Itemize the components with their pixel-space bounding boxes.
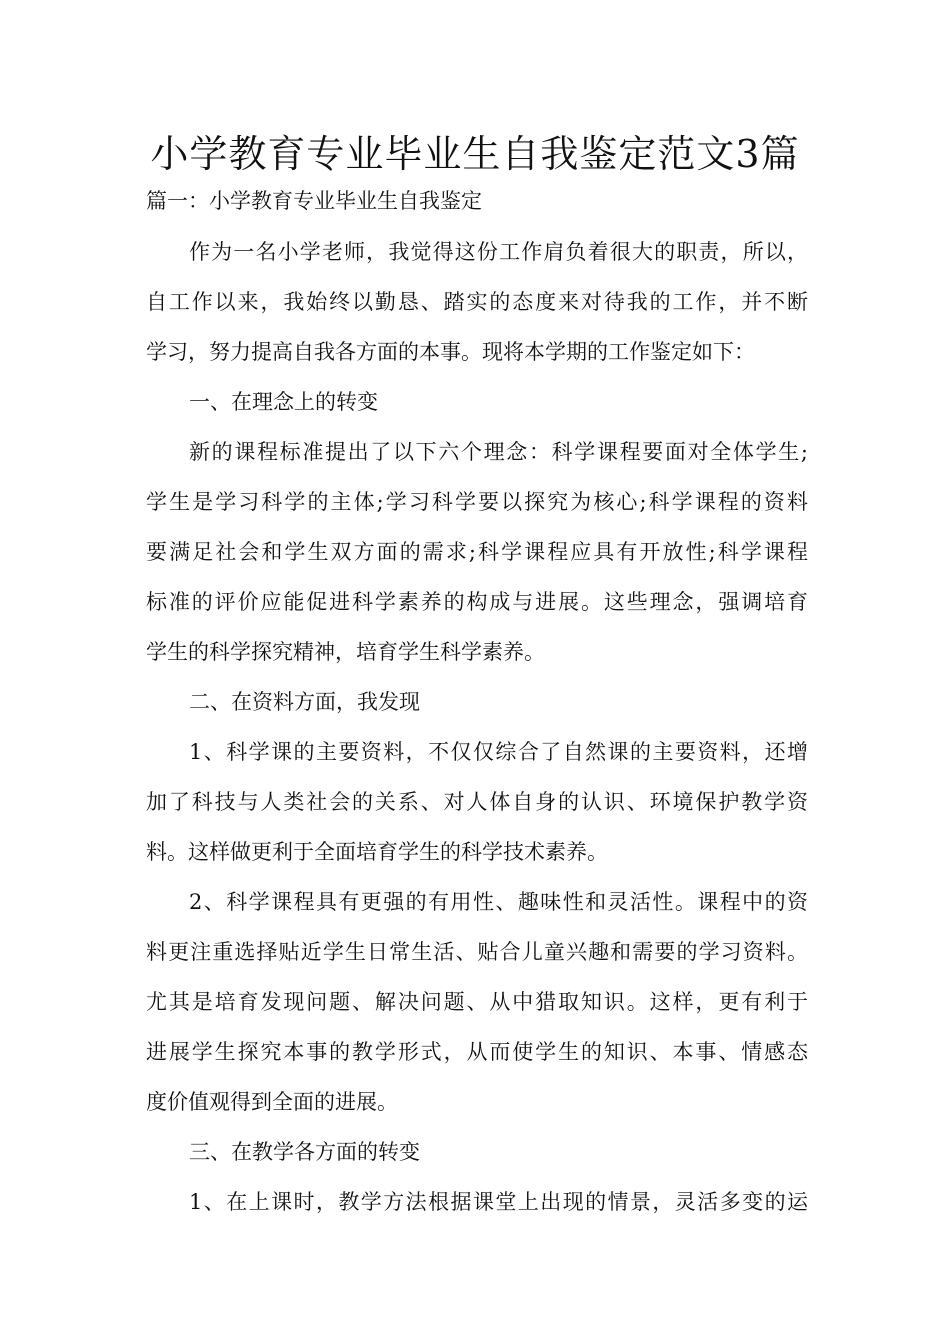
- body-text-line: 1、在上课时，教学方法根据课堂上出现的情景，灵活多变的运: [189, 1190, 808, 1214]
- body-text-line: 要满足社会和学生双方面的需求;科学课程应具有开放性;科学课程: [146, 540, 808, 564]
- body-text-line: 2、科学课程具有更强的有用性、趣味性和灵活性。课程中的资: [189, 890, 808, 914]
- body-text-line: 作为一名小学老师，我觉得这份工作肩负着很大的职责，所以，: [189, 240, 808, 264]
- body-text-line: 二、在资料方面，我发现: [189, 690, 420, 714]
- body-text-line: 加了科技与人类社会的关系、对人体自身的认识、环境保护教学资: [146, 790, 808, 814]
- body-text-line: 料更注重选择贴近学生日常生活、贴合儿童兴趣和需要的学习资料。: [146, 940, 808, 964]
- body-text-line: 尤其是培育发现问题、解决问题、从中猎取知识。这样，更有利于: [146, 990, 808, 1014]
- body-text-line: 一、在理念上的转变: [189, 390, 378, 414]
- section-heading: 篇一：小学教育专业毕业生自我鉴定: [146, 189, 482, 213]
- body-text-line: 标准的评价应能促进科学素养的构成与进展。这些理念，强调培育: [146, 590, 808, 614]
- body-text-line: 1、科学课的主要资料，不仅仅综合了自然课的主要资料，还增: [189, 740, 808, 764]
- body-text-line: 度价值观得到全面的进展。: [146, 1090, 398, 1114]
- body-text-line: 学习，努力提高自我各方面的本事。现将本学期的工作鉴定如下：: [146, 340, 755, 364]
- body-text-line: 学生是学习科学的主体;学习科学要以探究为核心;科学课程的资料: [146, 490, 808, 514]
- body-text-line: 自工作以来，我始终以勤恳、踏实的态度来对待我的工作，并不断: [146, 290, 808, 314]
- body-text-line: 新的课程标准提出了以下六个理念：科学课程要面对全体学生;: [189, 440, 808, 464]
- document-body: [146, 232, 808, 1232]
- body-text-line: 料。这样做更利于全面培育学生的科学技术素养。: [146, 840, 608, 864]
- document-title: 小学教育专业毕业生自我鉴定范文3篇: [150, 132, 800, 176]
- body-text-line: 三、在教学各方面的转变: [189, 1140, 420, 1164]
- body-text-line: 学生的科学探究精神，培育学生科学素养。: [146, 640, 545, 664]
- body-text-line: 进展学生探究本事的教学形式，从而使学生的知识、本事、情感态: [146, 1040, 808, 1064]
